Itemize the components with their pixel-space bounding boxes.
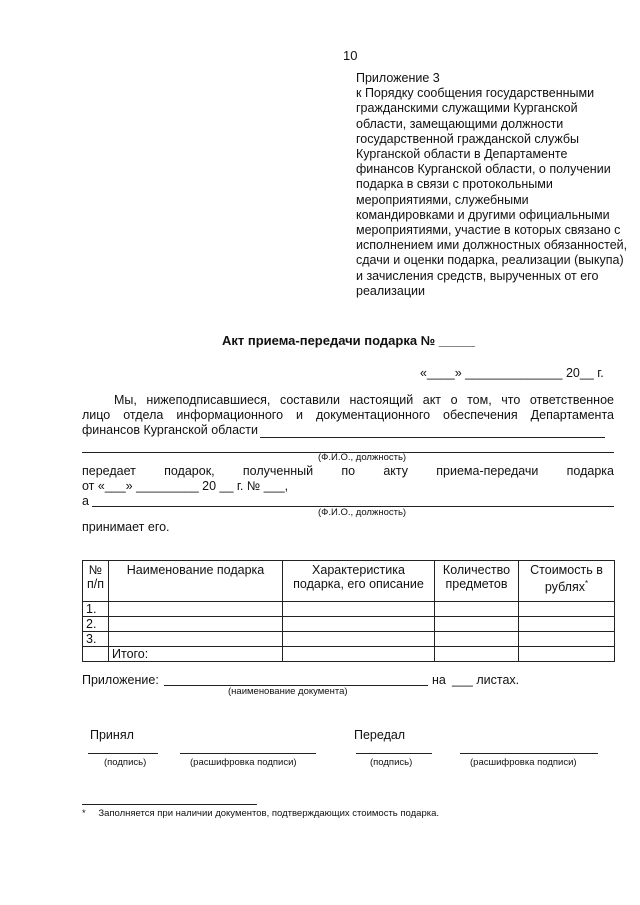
transfers-line: передает подарок, полученный по акту приема-передачи подарка [82, 464, 614, 478]
table-header-row [83, 561, 615, 602]
table-row [83, 602, 615, 617]
footnote-text: Заполняется при наличии документов, подтверждающих стоимость подарка. [98, 808, 440, 819]
cost-footnote-mark: * [585, 579, 589, 588]
caption-fio-2: (Ф.И.О., должность) [318, 507, 407, 518]
header-name: Наименование подарка [109, 561, 283, 602]
gifts-table [82, 560, 615, 662]
row-num: 1. [83, 602, 109, 617]
para1-line2: лицо отдела информационного и документационного обеспечения Департамента [82, 408, 614, 422]
footnote [82, 808, 439, 819]
row-total-label: Итого: [109, 647, 283, 662]
footnote-rule [82, 804, 257, 805]
page-number: 10 [343, 48, 358, 63]
para1-line3: финансов Курганской области [82, 423, 258, 437]
accepted-decode-caption: (расшифровка подписи) [190, 757, 297, 768]
appendix-text: к Порядку сообщения государственными гражданскими служащими Курганской области, замещающими должности государственной гражданской службы Курганской области в Департаменте финансов Курганской области, о получении подарка в связи с протокольными мероприятиями, служебными командировками и другими официальными мероприятиями, участие в которых связано с исполнением ими должностных обязанностей, сдачи и оценки подарка, реализации (выкупа) и зачисления средств, вырученных от его реализации [356, 86, 628, 298]
row-num: 2. [83, 617, 109, 632]
header-quantity: Количество предметов [435, 561, 519, 602]
table-total-row [83, 647, 615, 662]
attachment-sheets: ___ листах. [452, 673, 520, 687]
row-name [109, 602, 283, 617]
caption-fio-1: (Ф.И.О., должность) [318, 452, 407, 463]
para1-line1: Мы, нижеподписавшиеся, составили настоящий акт о том, что ответственное [114, 393, 614, 407]
date-line: «____» ______________ 20__ г. [420, 366, 604, 380]
row-name [109, 617, 283, 632]
accepted-signature-caption: (подпись) [104, 757, 147, 768]
row-num [83, 647, 109, 662]
header-description: Характеристика подарка, его описание [283, 561, 435, 602]
header-cost: Стоимость в рублях* [519, 561, 615, 602]
accepted-decode-line [180, 753, 316, 754]
transferred-decode-caption: (расшифровка подписи) [470, 757, 577, 768]
transferred-decode-line [460, 753, 598, 754]
header-num: № п/п [83, 561, 109, 602]
accepted-label: Принял [90, 728, 134, 742]
row-name [109, 632, 283, 647]
appendix-title: Приложение 3 [356, 71, 440, 85]
table-row [83, 632, 615, 647]
footnote-mark: * [82, 808, 86, 819]
appendix-block [356, 71, 628, 299]
from-line: от «___» _________ 20 __ г. № ___, [82, 479, 289, 493]
accepted-signature-line [88, 753, 158, 754]
attachment-caption: (наименование документа) [228, 686, 348, 697]
attachment-on: на [432, 673, 446, 687]
a-label: а [82, 494, 89, 508]
act-title: Акт приема-передачи подарка № _____ [222, 333, 475, 348]
transferred-signature-line [356, 753, 432, 754]
body-paragraph [82, 393, 614, 438]
transferred-label: Передал [354, 728, 406, 742]
transferred-signature-caption: (подпись) [370, 757, 413, 768]
accepts-text: принимает его. [82, 520, 170, 534]
table-row [83, 617, 615, 632]
attachment-label: Приложение: [82, 673, 159, 687]
fio-blank-1 [260, 425, 605, 438]
row-num: 3. [83, 632, 109, 647]
